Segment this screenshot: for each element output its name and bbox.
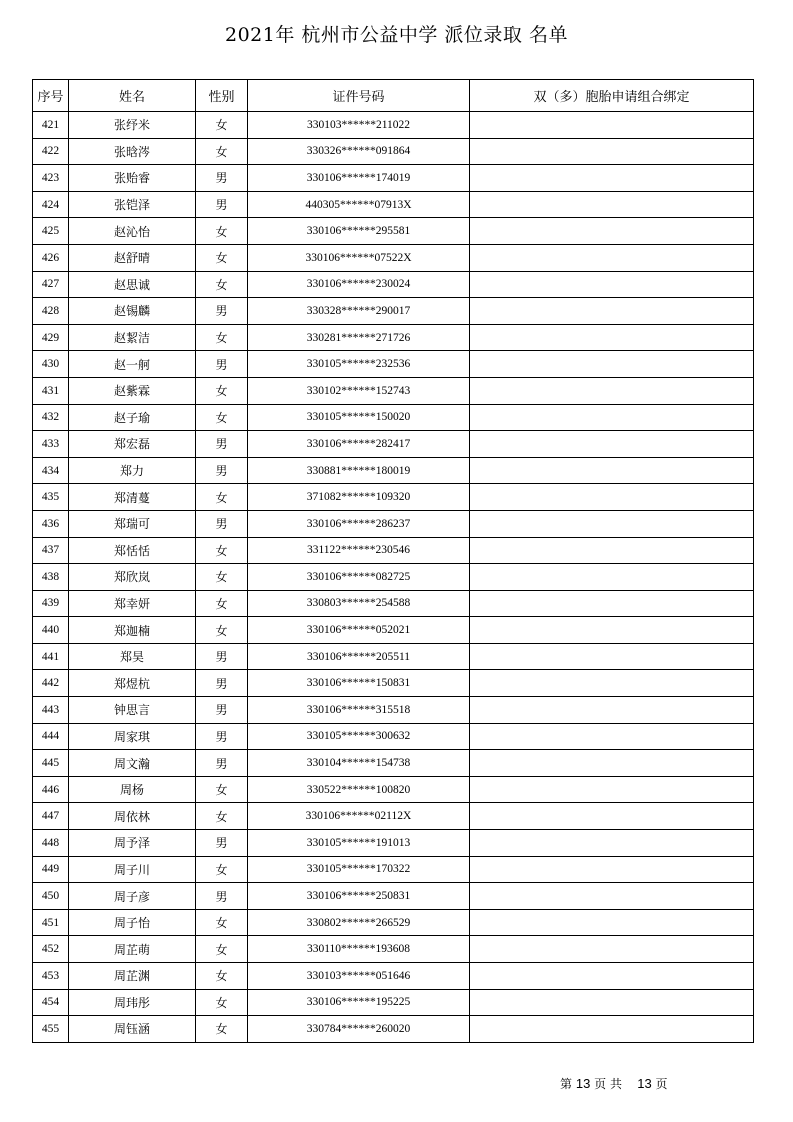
header-id: 证件号码 — [248, 80, 470, 112]
cell-gender: 女 — [196, 324, 248, 351]
cell-gender: 男 — [196, 643, 248, 670]
table-row — [33, 909, 754, 936]
cell-binding — [470, 856, 754, 883]
cell-gender: 女 — [196, 803, 248, 830]
cell-seq: 428 — [33, 298, 69, 325]
cell-binding — [470, 776, 754, 803]
table-row — [33, 191, 754, 218]
cell-binding — [470, 244, 754, 271]
cell-id: 330105******191013 — [248, 830, 470, 857]
table-row — [33, 643, 754, 670]
cell-id: 330802******266529 — [248, 909, 470, 936]
cell-id: 330106******02112X — [248, 803, 470, 830]
table-row — [33, 936, 754, 963]
cell-id: 330105******232536 — [248, 351, 470, 378]
cell-seq: 447 — [33, 803, 69, 830]
cell-gender: 女 — [196, 856, 248, 883]
table-row — [33, 377, 754, 404]
cell-binding — [470, 1016, 754, 1043]
table-row — [33, 830, 754, 857]
cell-name: 赵思诚 — [69, 271, 196, 298]
cell-binding — [470, 883, 754, 910]
cell-gender: 男 — [196, 670, 248, 697]
table-row — [33, 776, 754, 803]
current-page-number: 13 — [575, 1076, 591, 1091]
cell-id: 330103******211022 — [248, 112, 470, 139]
cell-binding — [470, 670, 754, 697]
table-body — [33, 112, 754, 1043]
cell-seq: 421 — [33, 112, 69, 139]
cell-gender: 女 — [196, 484, 248, 511]
cell-seq: 441 — [33, 643, 69, 670]
table-row — [33, 590, 754, 617]
cell-id: 440305******07913X — [248, 191, 470, 218]
cell-seq: 432 — [33, 404, 69, 431]
cell-gender: 女 — [196, 564, 248, 591]
cell-id: 330803******254588 — [248, 590, 470, 617]
cell-name: 郑力 — [69, 457, 196, 484]
cell-binding — [470, 510, 754, 537]
cell-gender: 女 — [196, 404, 248, 431]
cell-seq: 430 — [33, 351, 69, 378]
cell-seq: 424 — [33, 191, 69, 218]
cell-seq: 423 — [33, 165, 69, 192]
cell-seq: 446 — [33, 776, 69, 803]
total-page-number: 13 — [637, 1076, 652, 1091]
table-row — [33, 324, 754, 351]
cell-id: 330106******315518 — [248, 697, 470, 724]
cell-id: 330106******286237 — [248, 510, 470, 537]
table-row — [33, 351, 754, 378]
cell-binding — [470, 537, 754, 564]
cell-binding — [470, 830, 754, 857]
cell-name: 周杨 — [69, 776, 196, 803]
cell-name: 赵一舸 — [69, 351, 196, 378]
cell-name: 郑迦楠 — [69, 617, 196, 644]
cell-seq: 445 — [33, 750, 69, 777]
cell-seq: 444 — [33, 723, 69, 750]
cell-id: 330784******260020 — [248, 1016, 470, 1043]
cell-binding — [470, 750, 754, 777]
cell-gender: 男 — [196, 191, 248, 218]
cell-name: 周芷渊 — [69, 963, 196, 990]
cell-name: 赵紫霖 — [69, 377, 196, 404]
cell-name: 郑欣岚 — [69, 564, 196, 591]
cell-binding — [470, 564, 754, 591]
table-row — [33, 989, 754, 1016]
cell-binding — [470, 112, 754, 139]
cell-id: 330106******230024 — [248, 271, 470, 298]
table-row — [33, 803, 754, 830]
cell-gender: 女 — [196, 218, 248, 245]
cell-id: 330106******195225 — [248, 989, 470, 1016]
table-row — [33, 510, 754, 537]
table-row — [33, 1016, 754, 1043]
table-row — [33, 617, 754, 644]
cell-seq: 433 — [33, 431, 69, 458]
cell-id: 330104******154738 — [248, 750, 470, 777]
cell-binding — [470, 271, 754, 298]
cell-gender: 女 — [196, 271, 248, 298]
cell-binding — [470, 936, 754, 963]
cell-binding — [470, 431, 754, 458]
cell-gender: 女 — [196, 963, 248, 990]
table-row — [33, 750, 754, 777]
cell-binding — [470, 989, 754, 1016]
cell-name: 周文瀚 — [69, 750, 196, 777]
cell-seq: 455 — [33, 1016, 69, 1043]
cell-gender: 女 — [196, 590, 248, 617]
table-row — [33, 883, 754, 910]
page-title: 2021年 杭州市公益中学 派位录取 名单 — [225, 24, 568, 46]
cell-id: 330522******100820 — [248, 776, 470, 803]
cell-name: 钟思言 — [69, 697, 196, 724]
cell-name: 郑恬恬 — [69, 537, 196, 564]
cell-id: 331122******230546 — [248, 537, 470, 564]
cell-gender: 女 — [196, 138, 248, 165]
cell-seq: 450 — [33, 883, 69, 910]
cell-seq: 439 — [33, 590, 69, 617]
table-row — [33, 484, 754, 511]
cell-name: 郑煜杭 — [69, 670, 196, 697]
table-row — [33, 244, 754, 271]
cell-binding — [470, 404, 754, 431]
cell-seq: 448 — [33, 830, 69, 857]
cell-name: 郑昊 — [69, 643, 196, 670]
cell-binding — [470, 191, 754, 218]
cell-name: 赵锡麟 — [69, 298, 196, 325]
cell-gender: 女 — [196, 936, 248, 963]
cell-binding — [470, 643, 754, 670]
cell-binding — [470, 165, 754, 192]
cell-name: 周钰涵 — [69, 1016, 196, 1043]
table-row — [33, 298, 754, 325]
cell-gender: 女 — [196, 989, 248, 1016]
cell-name: 赵子瑜 — [69, 404, 196, 431]
table-row — [33, 537, 754, 564]
table-row — [33, 564, 754, 591]
cell-seq: 435 — [33, 484, 69, 511]
cell-name: 赵絜洁 — [69, 324, 196, 351]
cell-id: 330281******271726 — [248, 324, 470, 351]
cell-binding — [470, 803, 754, 830]
table-row — [33, 431, 754, 458]
table-row — [33, 856, 754, 883]
footer-prefix: 第 — [560, 1077, 573, 1091]
cell-gender: 男 — [196, 431, 248, 458]
cell-gender: 女 — [196, 377, 248, 404]
cell-id: 330106******052021 — [248, 617, 470, 644]
cell-name: 张铠泽 — [69, 191, 196, 218]
header-gender: 性别 — [196, 80, 248, 112]
cell-gender: 男 — [196, 723, 248, 750]
cell-gender: 男 — [196, 750, 248, 777]
page-footer — [560, 1075, 740, 1092]
cell-id: 330105******300632 — [248, 723, 470, 750]
header-name: 姓名 — [69, 80, 196, 112]
cell-id: 330881******180019 — [248, 457, 470, 484]
cell-gender: 男 — [196, 351, 248, 378]
cell-binding — [470, 324, 754, 351]
cell-gender: 女 — [196, 244, 248, 271]
cell-name: 周子川 — [69, 856, 196, 883]
cell-seq: 438 — [33, 564, 69, 591]
cell-id: 330105******150020 — [248, 404, 470, 431]
cell-gender: 女 — [196, 909, 248, 936]
cell-gender: 女 — [196, 776, 248, 803]
table-row — [33, 404, 754, 431]
cell-binding — [470, 377, 754, 404]
cell-binding — [470, 697, 754, 724]
footer-middle: 页 共 — [594, 1077, 622, 1091]
cell-gender: 男 — [196, 457, 248, 484]
cell-id: 330110******193608 — [248, 936, 470, 963]
cell-seq: 429 — [33, 324, 69, 351]
cell-name: 周子怡 — [69, 909, 196, 936]
cell-seq: 452 — [33, 936, 69, 963]
cell-name: 郑宏磊 — [69, 431, 196, 458]
cell-name: 周予泽 — [69, 830, 196, 857]
footer-suffix: 页 — [655, 1077, 668, 1091]
cell-seq: 422 — [33, 138, 69, 165]
cell-gender: 男 — [196, 883, 248, 910]
cell-name: 赵沁怡 — [69, 218, 196, 245]
cell-id: 330102******152743 — [248, 377, 470, 404]
table-row — [33, 457, 754, 484]
cell-gender: 女 — [196, 1016, 248, 1043]
cell-seq: 443 — [33, 697, 69, 724]
admission-table — [32, 79, 754, 1043]
table-row — [33, 138, 754, 165]
table-row — [33, 670, 754, 697]
table-row — [33, 271, 754, 298]
cell-gender: 男 — [196, 298, 248, 325]
table-row — [33, 165, 754, 192]
cell-name: 张纾米 — [69, 112, 196, 139]
cell-name: 郑瑞可 — [69, 510, 196, 537]
cell-seq: 453 — [33, 963, 69, 990]
cell-seq: 426 — [33, 244, 69, 271]
cell-id: 330106******295581 — [248, 218, 470, 245]
header-seq: 序号 — [33, 80, 69, 112]
cell-seq: 440 — [33, 617, 69, 644]
cell-binding — [470, 298, 754, 325]
cell-binding — [470, 351, 754, 378]
table-row — [33, 112, 754, 139]
table-row — [33, 218, 754, 245]
cell-seq: 442 — [33, 670, 69, 697]
cell-binding — [470, 590, 754, 617]
cell-seq: 451 — [33, 909, 69, 936]
cell-seq: 427 — [33, 271, 69, 298]
cell-binding — [470, 484, 754, 511]
cell-gender: 男 — [196, 510, 248, 537]
cell-name: 赵舒晴 — [69, 244, 196, 271]
cell-id: 330106******07522X — [248, 244, 470, 271]
cell-binding — [470, 218, 754, 245]
cell-gender: 女 — [196, 112, 248, 139]
cell-gender: 男 — [196, 697, 248, 724]
cell-seq: 425 — [33, 218, 69, 245]
cell-seq: 436 — [33, 510, 69, 537]
header-binding: 双（多）胞胎申请组合绑定 — [470, 80, 754, 112]
table-row — [33, 723, 754, 750]
cell-name: 张贻睿 — [69, 165, 196, 192]
cell-binding — [470, 909, 754, 936]
cell-gender: 男 — [196, 165, 248, 192]
cell-id: 330106******250831 — [248, 883, 470, 910]
cell-id: 330106******205511 — [248, 643, 470, 670]
cell-binding — [470, 963, 754, 990]
table-row — [33, 963, 754, 990]
cell-seq: 437 — [33, 537, 69, 564]
cell-id: 330328******290017 — [248, 298, 470, 325]
cell-name: 周芷萌 — [69, 936, 196, 963]
cell-name: 周玮彤 — [69, 989, 196, 1016]
cell-seq: 449 — [33, 856, 69, 883]
cell-id: 330106******282417 — [248, 431, 470, 458]
cell-id: 371082******109320 — [248, 484, 470, 511]
cell-name: 郑幸妍 — [69, 590, 196, 617]
cell-gender: 女 — [196, 617, 248, 644]
cell-binding — [470, 457, 754, 484]
table-row — [33, 697, 754, 724]
cell-id: 330106******150831 — [248, 670, 470, 697]
cell-name: 张晗涔 — [69, 138, 196, 165]
table-header-row — [33, 80, 754, 112]
cell-id: 330105******170322 — [248, 856, 470, 883]
cell-seq: 434 — [33, 457, 69, 484]
cell-name: 郑清蔓 — [69, 484, 196, 511]
cell-id: 330103******051646 — [248, 963, 470, 990]
cell-seq: 454 — [33, 989, 69, 1016]
cell-name: 周子彦 — [69, 883, 196, 910]
cell-id: 330326******091864 — [248, 138, 470, 165]
cell-name: 周家琪 — [69, 723, 196, 750]
cell-name: 周依林 — [69, 803, 196, 830]
cell-binding — [470, 723, 754, 750]
cell-binding — [470, 617, 754, 644]
cell-id: 330106******174019 — [248, 165, 470, 192]
cell-gender: 女 — [196, 537, 248, 564]
cell-seq: 431 — [33, 377, 69, 404]
cell-binding — [470, 138, 754, 165]
cell-gender: 男 — [196, 830, 248, 857]
cell-id: 330106******082725 — [248, 564, 470, 591]
